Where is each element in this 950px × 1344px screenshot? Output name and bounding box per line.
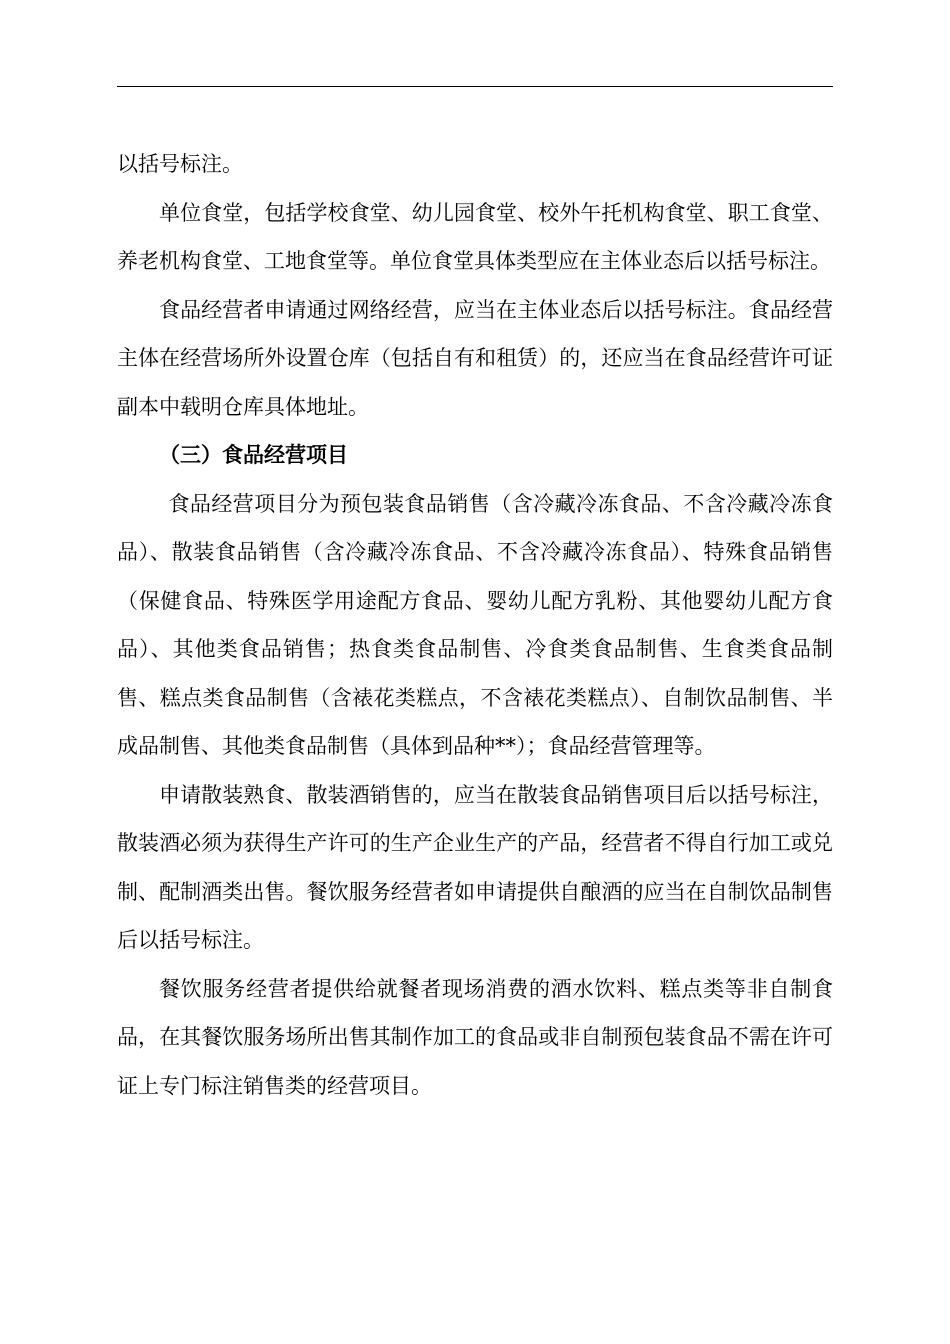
header-rule	[117, 86, 833, 87]
paragraph-continuation: 以括号标注。	[117, 152, 243, 176]
paragraph-unit-canteen: 单位食堂，包括学校食堂、幼儿园食堂、校外午托机构食堂、职工食堂、养老机构食堂、工地食堂等。单位食堂具体类型应在主体业态后以括号标注。	[117, 200, 833, 273]
paragraph-business-items: 食品经营项目分为预包装食品销售（含冷藏冷冻食品、不含冷藏冷冻食品）、散装食品销售（含冷藏冷冻食品、不含冷藏冷冻食品）、特殊食品销售（保健食品、特殊医学用途配方食品、婴幼儿配方乳粉、其他婴幼儿配方食品）、其他类食品销售；热食类食品制售、冷食类食品制售、生食类食品制售、糕点类食品制售（含裱花类糕点，不含裱花类糕点）、自制饮品制售、半成品制售、其他类食品制售（具体到品种**）；食品经营管理等。	[117, 491, 833, 758]
paragraph-online-operation: 食品经营者申请通过网络经营，应当在主体业态后以括号标注。食品经营主体在经营场所外设置仓库（包括自有和租赁）的，还应当在食品经营许可证副本中载明仓库具体地址。	[117, 297, 833, 419]
paragraph-catering-non-self-made: 餐饮服务经营者提供给就餐者现场消费的酒水饮料、糕点类等非自制食品，在其餐饮服务场所出售其制作加工的食品或非自制预包装食品不需在许可证上专门标注销售类的经营项目。	[117, 976, 833, 1098]
paragraph-bulk-food: 申请散装熟食、散装酒销售的，应当在散装食品销售项目后以括号标注，散装酒必须为获得生产许可的生产企业生产的产品，经营者不得自行加工或兑制、配制酒类出售。餐饮服务经营者如申请提供自酿酒的应当在自制饮品制售后以括号标注。	[117, 782, 833, 952]
document-body	[117, 140, 833, 1110]
section-heading: （三）食品经营项目	[159, 442, 348, 467]
